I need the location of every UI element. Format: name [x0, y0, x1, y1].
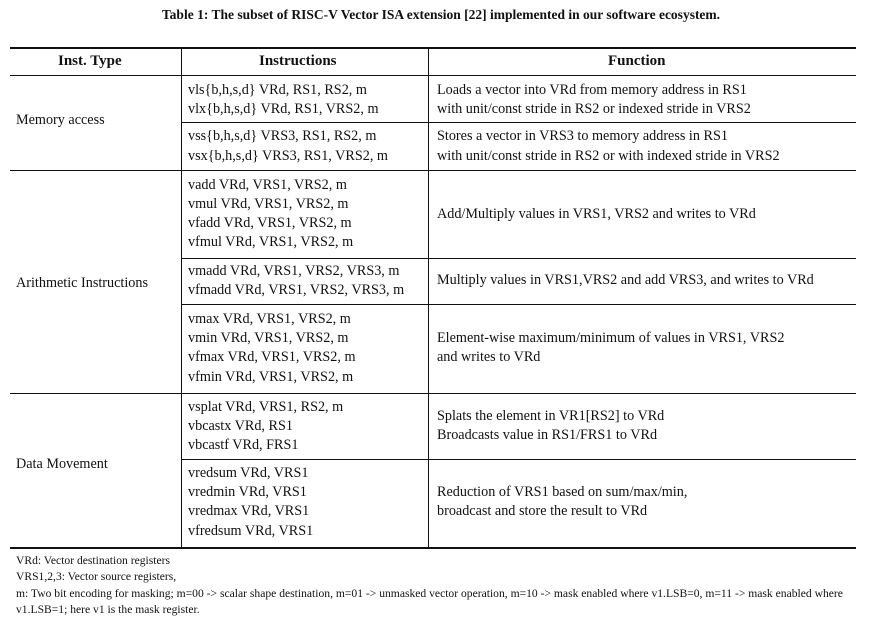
- function-line: with unit/const stride in RS2 or with indexed stride in VRS2: [437, 148, 780, 164]
- instruction-line: vfredsum VRd, VRS1: [188, 523, 314, 539]
- inst-type-arithmetic: Arithmetic Instructions: [16, 275, 148, 291]
- note-destination-registers: VRd: Vector destination registers: [16, 554, 171, 567]
- row-rule: [181, 304, 856, 305]
- row-rule: [181, 459, 856, 460]
- function-line: Element-wise maximum/minimum of values in VRS1, VRS2: [437, 330, 785, 346]
- instruction-line: vmadd VRd, VRS1, VRS2, VRS3, m: [188, 263, 400, 279]
- function-line: Stores a vector in VRS3 to memory address in RS1: [437, 128, 728, 144]
- inst-type-data-movement: Data Movement: [16, 456, 108, 472]
- instruction-line: vredmax VRd, VRS1: [188, 503, 310, 519]
- header-function: Function: [608, 53, 666, 69]
- instruction-line: vsplat VRd, VRS1, RS2, m: [188, 399, 344, 415]
- function-line: Loads a vector into VRd from memory address in RS1: [437, 82, 747, 98]
- row-rule: [181, 122, 856, 123]
- function-line: Broadcasts value in RS1/FRS1 to VRd: [437, 427, 658, 443]
- header-rule: [10, 75, 856, 76]
- col-rule-1: [181, 47, 182, 548]
- instruction-line: vfmin VRd, VRS1, VRS2, m: [188, 369, 354, 385]
- top-rule: [10, 47, 856, 49]
- function-line: and writes to VRd: [437, 349, 541, 365]
- instruction-line: vbcastx VRd, RS1: [188, 418, 293, 434]
- function-line: Add/Multiply values in VRS1, VRS2 and writes to VRd: [437, 206, 756, 222]
- function-line: Splats the element in VR1[RS2] to VRd: [437, 408, 665, 424]
- instruction-line: vbcastf VRd, FRS1: [188, 437, 299, 453]
- instruction-line: vmin VRd, VRS1, VRS2, m: [188, 330, 349, 346]
- instruction-line: vss{b,h,s,d} VRS3, RS1, RS2, m: [188, 128, 377, 144]
- instruction-line: vredsum VRd, VRS1: [188, 465, 309, 481]
- instruction-line: vls{b,h,s,d} VRd, RS1, RS2, m: [188, 82, 367, 98]
- instruction-line: vfmax VRd, VRS1, VRS2, m: [188, 349, 356, 365]
- table-caption: Table 1: The subset of RISC-V Vector ISA extension [22] implemented in our software ecosystem.: [161, 7, 721, 22]
- header-inst-type: Inst. Type: [58, 53, 122, 69]
- function-line: Multiply values in VRS1,VRS2 and add VRS3, and writes to VRd: [437, 272, 814, 288]
- instruction-line: vlx{b,h,s,d} VRd, RS1, VRS2, m: [188, 101, 379, 117]
- instruction-line: vfadd VRd, VRS1, VRS2, m: [188, 215, 352, 231]
- header-instructions: Instructions: [259, 53, 337, 69]
- instruction-line: vadd VRd, VRS1, VRS2, m: [188, 177, 347, 193]
- group-rule-2: [10, 393, 856, 394]
- note-masking-encoding: m: Two bit encoding for masking; m=00 -> scalar shape destination, m=01 -> unmasked vector operation, m=10 -> mask enabled where v1.LSB=0, m=11 -> mask enabled where v1.LSB=1; here v1 is the mask register.: [16, 586, 843, 616]
- bottom-rule: [10, 547, 856, 549]
- instruction-line: vredmin VRd, VRS1: [188, 484, 307, 500]
- instruction-line: vmax VRd, VRS1, VRS2, m: [188, 311, 351, 327]
- instruction-line: vfmadd VRd, VRS1, VRS2, VRS3, m: [188, 282, 405, 298]
- function-line: with unit/const stride in RS2 or indexed stride in VRS2: [437, 101, 751, 117]
- function-line: broadcast and store the result to VRd: [437, 503, 648, 519]
- group-rule-1: [10, 170, 856, 171]
- instruction-line: vmul VRd, VRS1, VRS2, m: [188, 196, 349, 212]
- row-rule: [181, 258, 856, 259]
- inst-type-memory-access: Memory access: [16, 112, 105, 128]
- table-notes: [16, 553, 872, 618]
- instruction-line: vfmul VRd, VRS1, VRS2, m: [188, 234, 354, 250]
- note-source-registers: VRS1,2,3: Vector source registers,: [16, 570, 177, 584]
- col-rule-2: [428, 47, 429, 548]
- instruction-line: vsx{b,h,s,d} VRS3, RS1, VRS2, m: [188, 148, 388, 164]
- function-line: Reduction of VRS1 based on sum/max/min,: [437, 484, 688, 500]
